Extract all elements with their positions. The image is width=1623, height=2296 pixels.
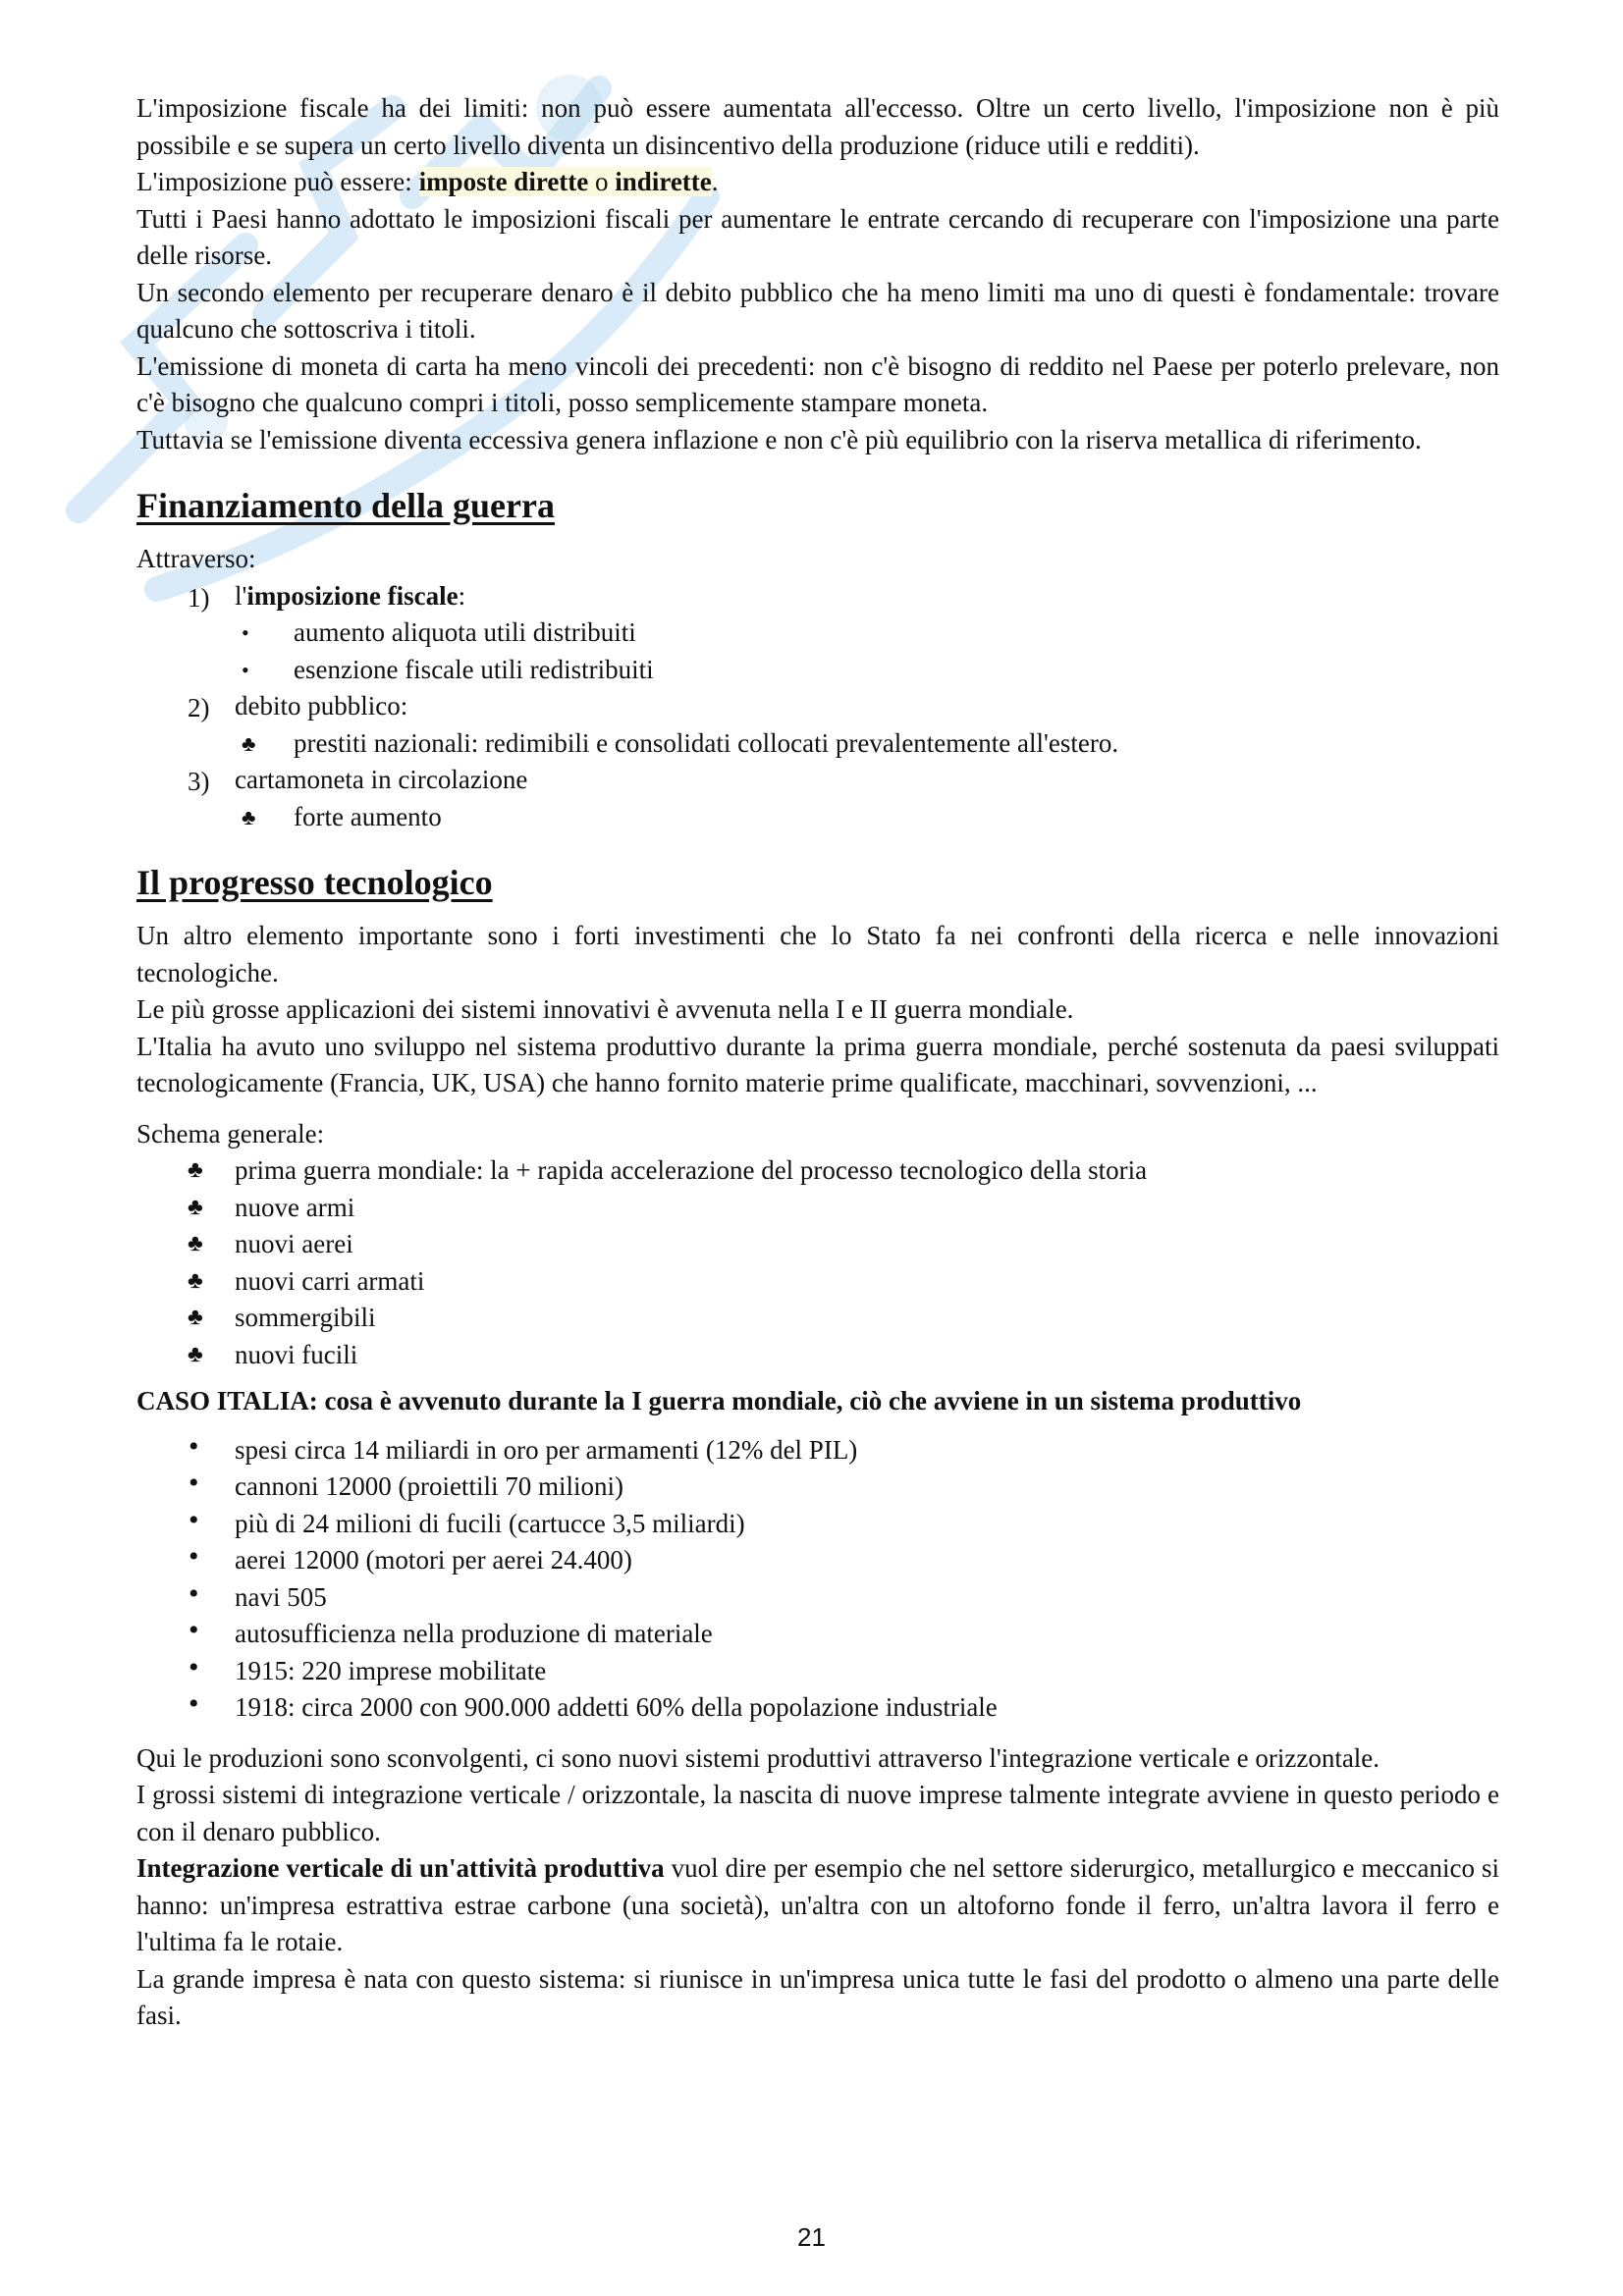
list-item: • 1918: circa 2000 con 900.000 addetti 60% della popolazione industriale (189, 1687, 998, 1722)
list-item: • autosufficienza nella produzione di materiale (189, 1614, 713, 1648)
intro-paragraph-3: Tutti i Paesi hanno adottato le imposizioni fiscali per aumentare le entrate cercando di recuperare con l'imposizione una parte delle risorse. (136, 203, 1499, 270)
list-item: • più di 24 milioni di fucili (cartucce 3,5 miliardi) (189, 1503, 745, 1538)
list-item: • cannoni 12000 (proiettili 70 milioni) (189, 1467, 623, 1501)
bullet-dot-icon: • (189, 1467, 199, 1499)
bullet-dot-icon: • (189, 1540, 199, 1573)
bullet-dot-icon: • (242, 657, 249, 682)
progresso-paragraph-6: Integrazione verticale di un'attività produttiva vuol dire per esempio che nel settore siderurgico, metallurgico e meccanico si hanno: un'impresa estrattiva estrae carbone (una società), un'altra con un altoforno fonde il ferro, un'altra lavora il ferro e l'ultima fa le rotaie. (136, 1853, 1499, 1956)
document-page (136, 90, 1499, 2035)
page-number: 21 (797, 2222, 826, 2252)
list-item: ♣ nuovi fucili (136, 1337, 1499, 1374)
intro-paragraph-1: L'imposizione fiscale ha dei limiti: non può essere aumentata all'eccesso. Oltre un certo livello, l'imposizione non è più possibile e se supera un certo livello diventa un disincentivo della produzione (riduce utili e redditi). (136, 93, 1499, 160)
bullet-dot-icon: • (242, 620, 249, 645)
club-bullet-icon: ♣ (188, 1157, 203, 1183)
sub-item: ♣ forte aumento (136, 799, 1499, 836)
intro-paragraph-6: Tuttavia se l'emissione diventa eccessiva genera inflazione e non c'è più equilibrio con la riserva metallica di riferimento. (136, 424, 1422, 454)
intro-paragraph-2: L'imposizione può essere: imposte dirette o indirette. (136, 167, 719, 196)
sub-item: • esenzione fiscale utili redistribuiti (136, 652, 1499, 689)
club-bullet-icon: ♣ (188, 1267, 203, 1294)
bullet-dot-icon: • (189, 1503, 199, 1536)
club-bullet-icon: ♣ (188, 1194, 203, 1220)
list-item: ♣ nuovi aerei (136, 1226, 1499, 1263)
finanziamento-lead: Attraverso: (136, 544, 256, 573)
numbered-item-3: 3) cartamoneta in circolazione (136, 762, 1499, 799)
imposte-dirette: imposte dirette (418, 167, 589, 196)
imposte-indirette: indirette (615, 167, 712, 196)
progresso-paragraph-7: La grande impresa è nata con questo sistema: si riunisce in un'impresa unica tutte le fasi del prodotto o almeno una parte delle fasi. (136, 1963, 1499, 2030)
progresso-paragraph-5: I grossi sistemi di integrazione verticale / orizzontale, la nascita di nuove imprese talmente integrate avviene in questo periodo e con il denaro pubblico. (136, 1780, 1499, 1846)
item-number: 2) (188, 693, 210, 722)
club-bullet-icon: ♣ (242, 804, 256, 829)
bullet-dot-icon: • (189, 1614, 199, 1646)
progresso-paragraph-3: L'Italia ha avuto uno sviluppo nel sistema produttivo durante la prima guerra mondiale, perché sostenuta da paesi sviluppati tecnologicamente (Francia, UK, USA) che hanno fornito materie prime qualificate, macchinari, sovvenzioni, ... (136, 1031, 1499, 1097)
list-item: • 1915: 220 imprese mobilitate (189, 1650, 547, 1685)
progresso-paragraph-2: Le più grosse applicazioni dei sistemi innovativi è avvenuta nella I e II guerra mondiale. (136, 994, 1074, 1024)
list-item: • navi 505 (189, 1576, 327, 1612)
caso-italia-heading: CASO ITALIA: cosa è avvenuto durante la I guerra mondiale, ciò che avviene in un sistema produttivo (136, 1386, 1302, 1415)
bullet-dot-icon: • (189, 1687, 199, 1720)
list-item: ♣ nuove armi (136, 1190, 1499, 1227)
bullet-dot-icon: • (189, 1429, 199, 1463)
progresso-paragraph-4: Qui le produzioni sono sconvolgenti, ci sono nuovi sistemi produttivi attraverso l'integrazione verticale e orizzontale. (136, 1742, 1380, 1773)
club-bullet-icon: ♣ (242, 730, 256, 756)
list-item: ♣ prima guerra mondiale: la + rapida accelerazione del processo tecnologico della storia (136, 1152, 1499, 1190)
numbered-item-2: 2) debito pubblico: (136, 688, 1499, 725)
heading-finanziamento: Finanziamento della guerra (136, 486, 555, 525)
sub-item: • aumento aliquota utili distribuiti (136, 614, 1499, 652)
bullet-dot-icon: • (189, 1576, 199, 1610)
intro-paragraph-4: Un secondo elemento per recuperare denaro è il debito pubblico che ha meno limiti ma uno di questi è fondamentale: trovare qualcuno che sottoscriva i titoli. (136, 277, 1499, 344)
item-number: 3) (188, 767, 210, 796)
list-item: • aerei 12000 (motori per aerei 24.400) (189, 1540, 632, 1575)
intro-paragraph-5: L'emissione di moneta di carta ha meno vincoli dei precedenti: non c'è bisogno di reddito nel Paese per poterlo prelevare, non c'è bisogno che qualcuno compri i titoli, posso semplicemente stampare moneta. (136, 350, 1499, 417)
progresso-paragraph-1: Un altro elemento importante sono i forti investimenti che lo Stato fa nei confronti della ricerca e nelle innovazioni tecnologiche. (136, 921, 1499, 988)
schema-lead: Schema generale: (136, 1118, 325, 1148)
heading-progresso: Il progresso tecnologico (136, 863, 493, 902)
club-bullet-icon: ♣ (188, 1341, 203, 1367)
list-item: • spesi circa 14 miliardi in oro per armamenti (12% del PIL) (189, 1429, 858, 1465)
club-bullet-icon: ♣ (188, 1231, 203, 1256)
integrazione-verticale-term: Integrazione verticale di un'attività produttiva (136, 1853, 665, 1883)
bullet-dot-icon: • (189, 1650, 199, 1683)
list-item: ♣ nuovi carri armati (136, 1263, 1499, 1301)
item-number: 1) (188, 582, 210, 613)
club-bullet-icon: ♣ (188, 1305, 203, 1330)
list-item: ♣ sommergibili (136, 1300, 1499, 1337)
sub-item: ♣ prestiti nazionali: redimibili e consolidati collocati prevalentemente all'estero. (136, 725, 1499, 763)
numbered-item-1: 1) l'imposizione fiscale: (136, 578, 1499, 615)
